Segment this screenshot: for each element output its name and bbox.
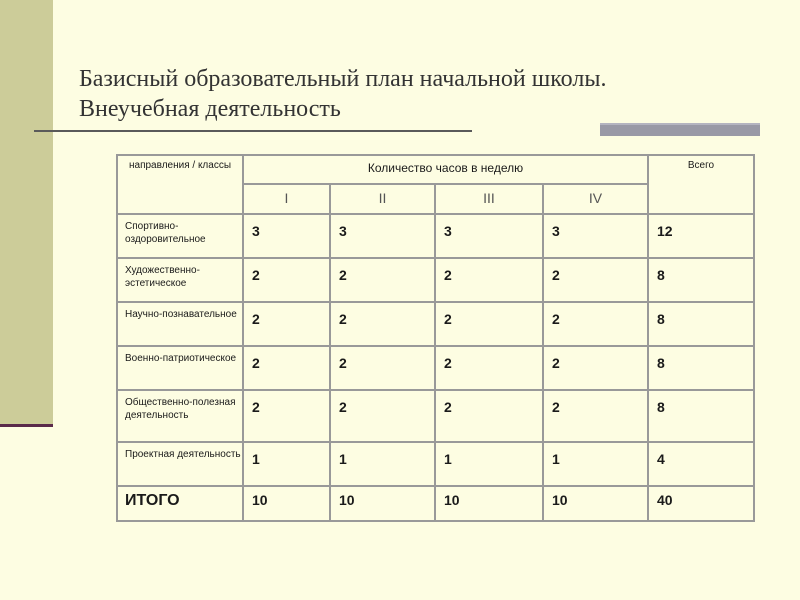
table-row <box>117 214 754 258</box>
row-value: 2 <box>243 258 330 302</box>
row-total: 4 <box>648 442 754 486</box>
row-value: 2 <box>543 258 648 302</box>
row-value: 2 <box>330 302 435 346</box>
row-value: 2 <box>435 302 543 346</box>
table-row <box>117 346 754 390</box>
row-value: 2 <box>243 302 330 346</box>
row-value: 2 <box>330 346 435 390</box>
total-value: 10 <box>243 486 330 521</box>
row-value: 2 <box>543 302 648 346</box>
header-grade: IV <box>543 184 648 214</box>
table-total-row <box>117 486 754 521</box>
row-value: 2 <box>543 390 648 442</box>
row-label: Спортивно-оздоровительное <box>117 214 243 258</box>
row-total: 8 <box>648 390 754 442</box>
page-title <box>79 64 759 124</box>
row-value: 2 <box>543 346 648 390</box>
row-total: 8 <box>648 346 754 390</box>
row-value: 3 <box>243 214 330 258</box>
row-value: 2 <box>435 346 543 390</box>
row-label: Научно-познавательное <box>117 302 243 346</box>
table-row <box>117 390 754 442</box>
header-grade: III <box>435 184 543 214</box>
row-total: 12 <box>648 214 754 258</box>
row-value: 3 <box>543 214 648 258</box>
row-value: 2 <box>330 258 435 302</box>
table-row <box>117 302 754 346</box>
row-value: 1 <box>435 442 543 486</box>
header-direction: направления / классы <box>117 155 243 214</box>
table-row <box>117 442 754 486</box>
row-value: 2 <box>435 258 543 302</box>
curriculum-table <box>116 154 755 522</box>
total-value: 10 <box>543 486 648 521</box>
table-header-row <box>117 155 754 184</box>
header-grade: I <box>243 184 330 214</box>
row-value: 1 <box>330 442 435 486</box>
row-label: Военно-патриотическое <box>117 346 243 390</box>
row-total: 8 <box>648 258 754 302</box>
table-row <box>117 258 754 302</box>
grand-total: 40 <box>648 486 754 521</box>
row-value: 2 <box>330 390 435 442</box>
row-value: 1 <box>543 442 648 486</box>
total-label: ИТОГО <box>117 486 243 521</box>
row-total: 8 <box>648 302 754 346</box>
total-value: 10 <box>435 486 543 521</box>
row-value: 3 <box>330 214 435 258</box>
side-decoration-line <box>0 424 53 427</box>
title-accent-bar <box>600 123 760 136</box>
row-value: 2 <box>243 390 330 442</box>
side-decoration-bar <box>0 0 53 427</box>
row-label: Проектная деятельность <box>117 442 243 486</box>
row-value: 1 <box>243 442 330 486</box>
row-value: 2 <box>435 390 543 442</box>
title-line-2: Внеучебная деятельность <box>79 96 341 122</box>
header-hours: Количество часов в неделю <box>243 155 648 184</box>
header-grade: II <box>330 184 435 214</box>
title-underline <box>34 130 472 132</box>
row-value: 2 <box>243 346 330 390</box>
title-line-1: Базисный образовательный план начальной школы. <box>79 66 607 92</box>
total-value: 10 <box>330 486 435 521</box>
row-value: 3 <box>435 214 543 258</box>
row-label: Художественно-эстетическое <box>117 258 243 302</box>
row-label: Общественно-полезная деятельность <box>117 390 243 442</box>
header-total: Всего <box>648 155 754 214</box>
